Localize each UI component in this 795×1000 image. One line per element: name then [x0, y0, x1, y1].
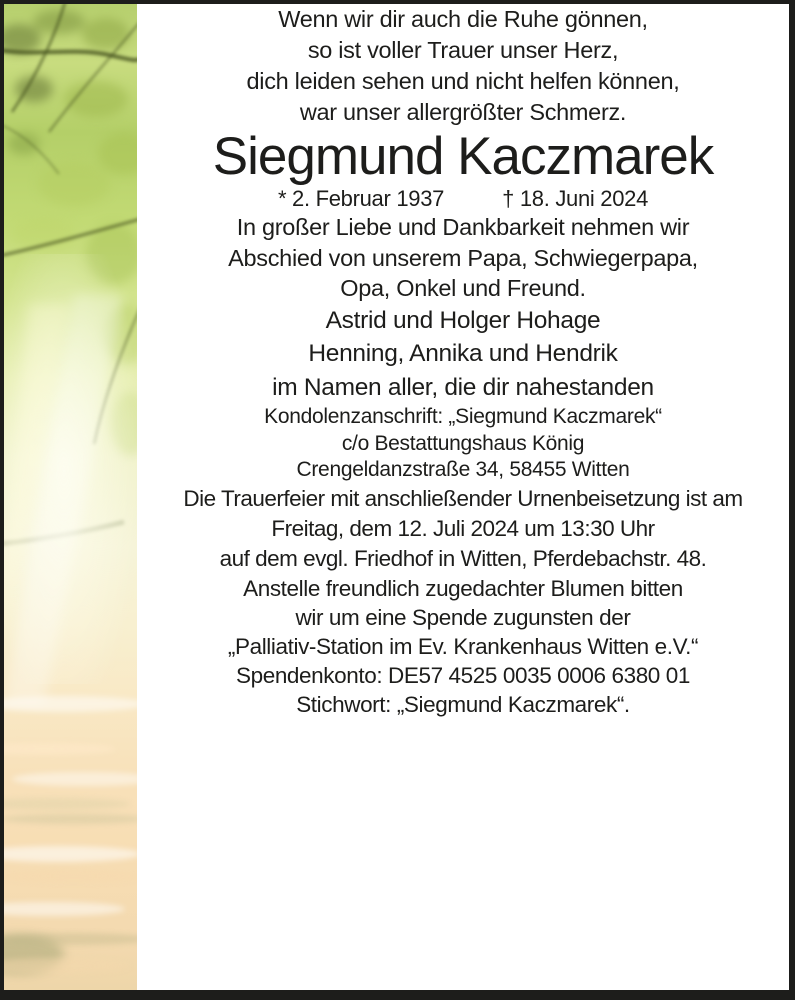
birth-date: [278, 186, 444, 212]
birth-date-text: 2. Februar 1937: [292, 186, 445, 211]
donation-line: „Palliativ-Station im Ev. Krankenhaus Witten e.V.“: [227, 633, 699, 659]
mourners-line: Henning, Annika und Hendrik: [308, 340, 618, 367]
forest-photo-graphic: [4, 4, 137, 990]
farewell-line: Opa, Onkel und Freund.: [340, 275, 586, 301]
service-line: Freitag, dem 12. Juli 2024 um 13:30 Uhr: [271, 515, 655, 541]
donation-line: Stichwort: „Siegmund Kaczmarek“.: [296, 691, 630, 717]
condolence-address: [137, 404, 789, 484]
death-date: [502, 186, 648, 212]
mourners: [137, 304, 789, 405]
mourners-line: Astrid und Holger Hohage: [325, 306, 601, 334]
farewell-paragraph: [137, 212, 789, 304]
death-cross-icon: †: [502, 186, 515, 211]
service-line: Die Trauerfeier mit anschließender Urnenbeisetzung ist am: [183, 485, 743, 511]
donation-line: Spendenkonto: DE57 4525 0035 0006 6380 01: [235, 662, 690, 688]
farewell-line: Abschied von unserem Papa, Schwiegerpapa,: [228, 244, 698, 271]
condolence-line: Crengeldanzstraße 34, 58455 Witten: [296, 458, 630, 481]
condolence-line: c/o Bestattungshaus König: [341, 431, 585, 455]
birth-star-icon: *: [277, 186, 287, 211]
donation-request: [137, 574, 789, 719]
donation-line: wir um eine Spende zugunsten der: [295, 604, 631, 630]
service-line: auf dem evgl. Friedhof in Witten, Pferdebachstr. 48.: [219, 545, 707, 571]
farewell-line: In großer Liebe und Dankbarkeit nehmen wir: [236, 214, 690, 240]
life-dates: [137, 186, 789, 212]
condolence-line: Kondolenzanschrift: „Siegmund Kaczmarek“: [264, 405, 662, 428]
poem-line: Wenn wir dir auch die Ruhe gönnen,: [278, 6, 648, 32]
deceased-name: Siegmund Kaczmarek: [212, 127, 714, 186]
notice-text: [137, 4, 789, 990]
forest-photo: [4, 4, 137, 990]
poem-line: war unser allergrößter Schmerz.: [299, 99, 627, 125]
poem: [137, 4, 789, 128]
death-date-text: 18. Juni 2024: [519, 186, 649, 211]
mourners-line: im Namen aller, die dir nahestanden: [272, 373, 654, 401]
poem-line: so ist voller Trauer unser Herz,: [307, 37, 619, 63]
poem-line: dich leiden sehen und nicht helfen können,: [246, 68, 680, 94]
donation-line: Anstelle freundlich zugedachter Blumen bitten: [243, 575, 683, 601]
funeral-service-info: [137, 484, 789, 574]
